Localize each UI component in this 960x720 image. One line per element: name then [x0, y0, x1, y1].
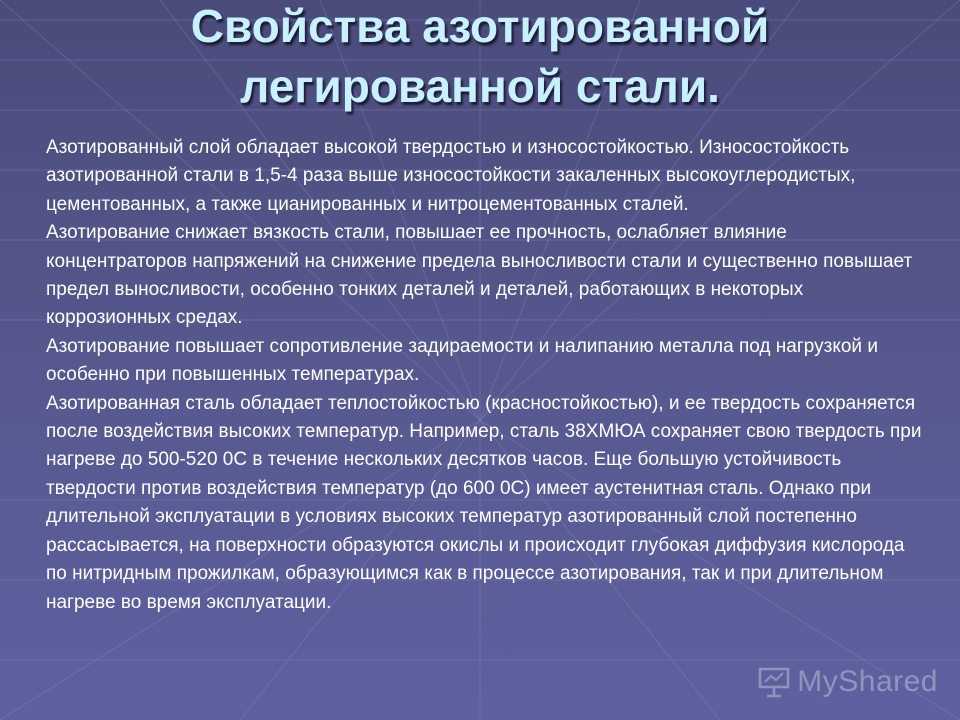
paragraph-seizure-resistance: Азотирование повышает сопротивление задираемости и налипанию металла под нагрузкой и особенно при повышенных температурах.	[46, 335, 878, 386]
presentation-board-icon	[757, 665, 791, 699]
paragraph-heat-resistance: Азотированная сталь обладает теплостойкостью (красностойкостью), и ее твердость сохраняется после воздействия высоких температур. Например, сталь 38ХМЮА сохраняет свою твердость при нагреве до 500-520 0С в течение нескольких десятков часов. Еще большую устойчивость твердости против воздействия температур (до 600 0С) имеет аустенитная сталь. Однако при длительной эксплуатации в условиях высоких температур азотированный слой постепенно рассасывается, на поверхности образуются окислы и происходит глубокая диффузия кислорода по нитридным прожилкам, образующимся как в процессе азотирования, так и при длительном нагреве во время эксплуатации.	[46, 392, 922, 613]
paragraph-fatigue-strength: Азотирование снижает вязкость стали, повышает ее прочность, ослабляет влияние концентраторов напряжений на снижение предела выносливости стали и существенно повышает предел выносливости, особенно тонких деталей и деталей, работающих в некоторых коррозионных средах.	[46, 222, 913, 329]
paragraph-wear-resistance: Азотированный слой обладает высокой твердостью и износостойкостью. Износостойкость азотированной стали в 1,5-4 раза выше износостойкости закаленных высокоуглеродистых, цементованных, а также цианированных и нитроцементованных сталей.	[46, 137, 856, 215]
watermark	[757, 662, 938, 702]
watermark-text: MyShared	[797, 665, 938, 698]
slide-title: Свойства азотированной легированной стали.	[190, 0, 770, 112]
slide-body	[46, 134, 926, 617]
